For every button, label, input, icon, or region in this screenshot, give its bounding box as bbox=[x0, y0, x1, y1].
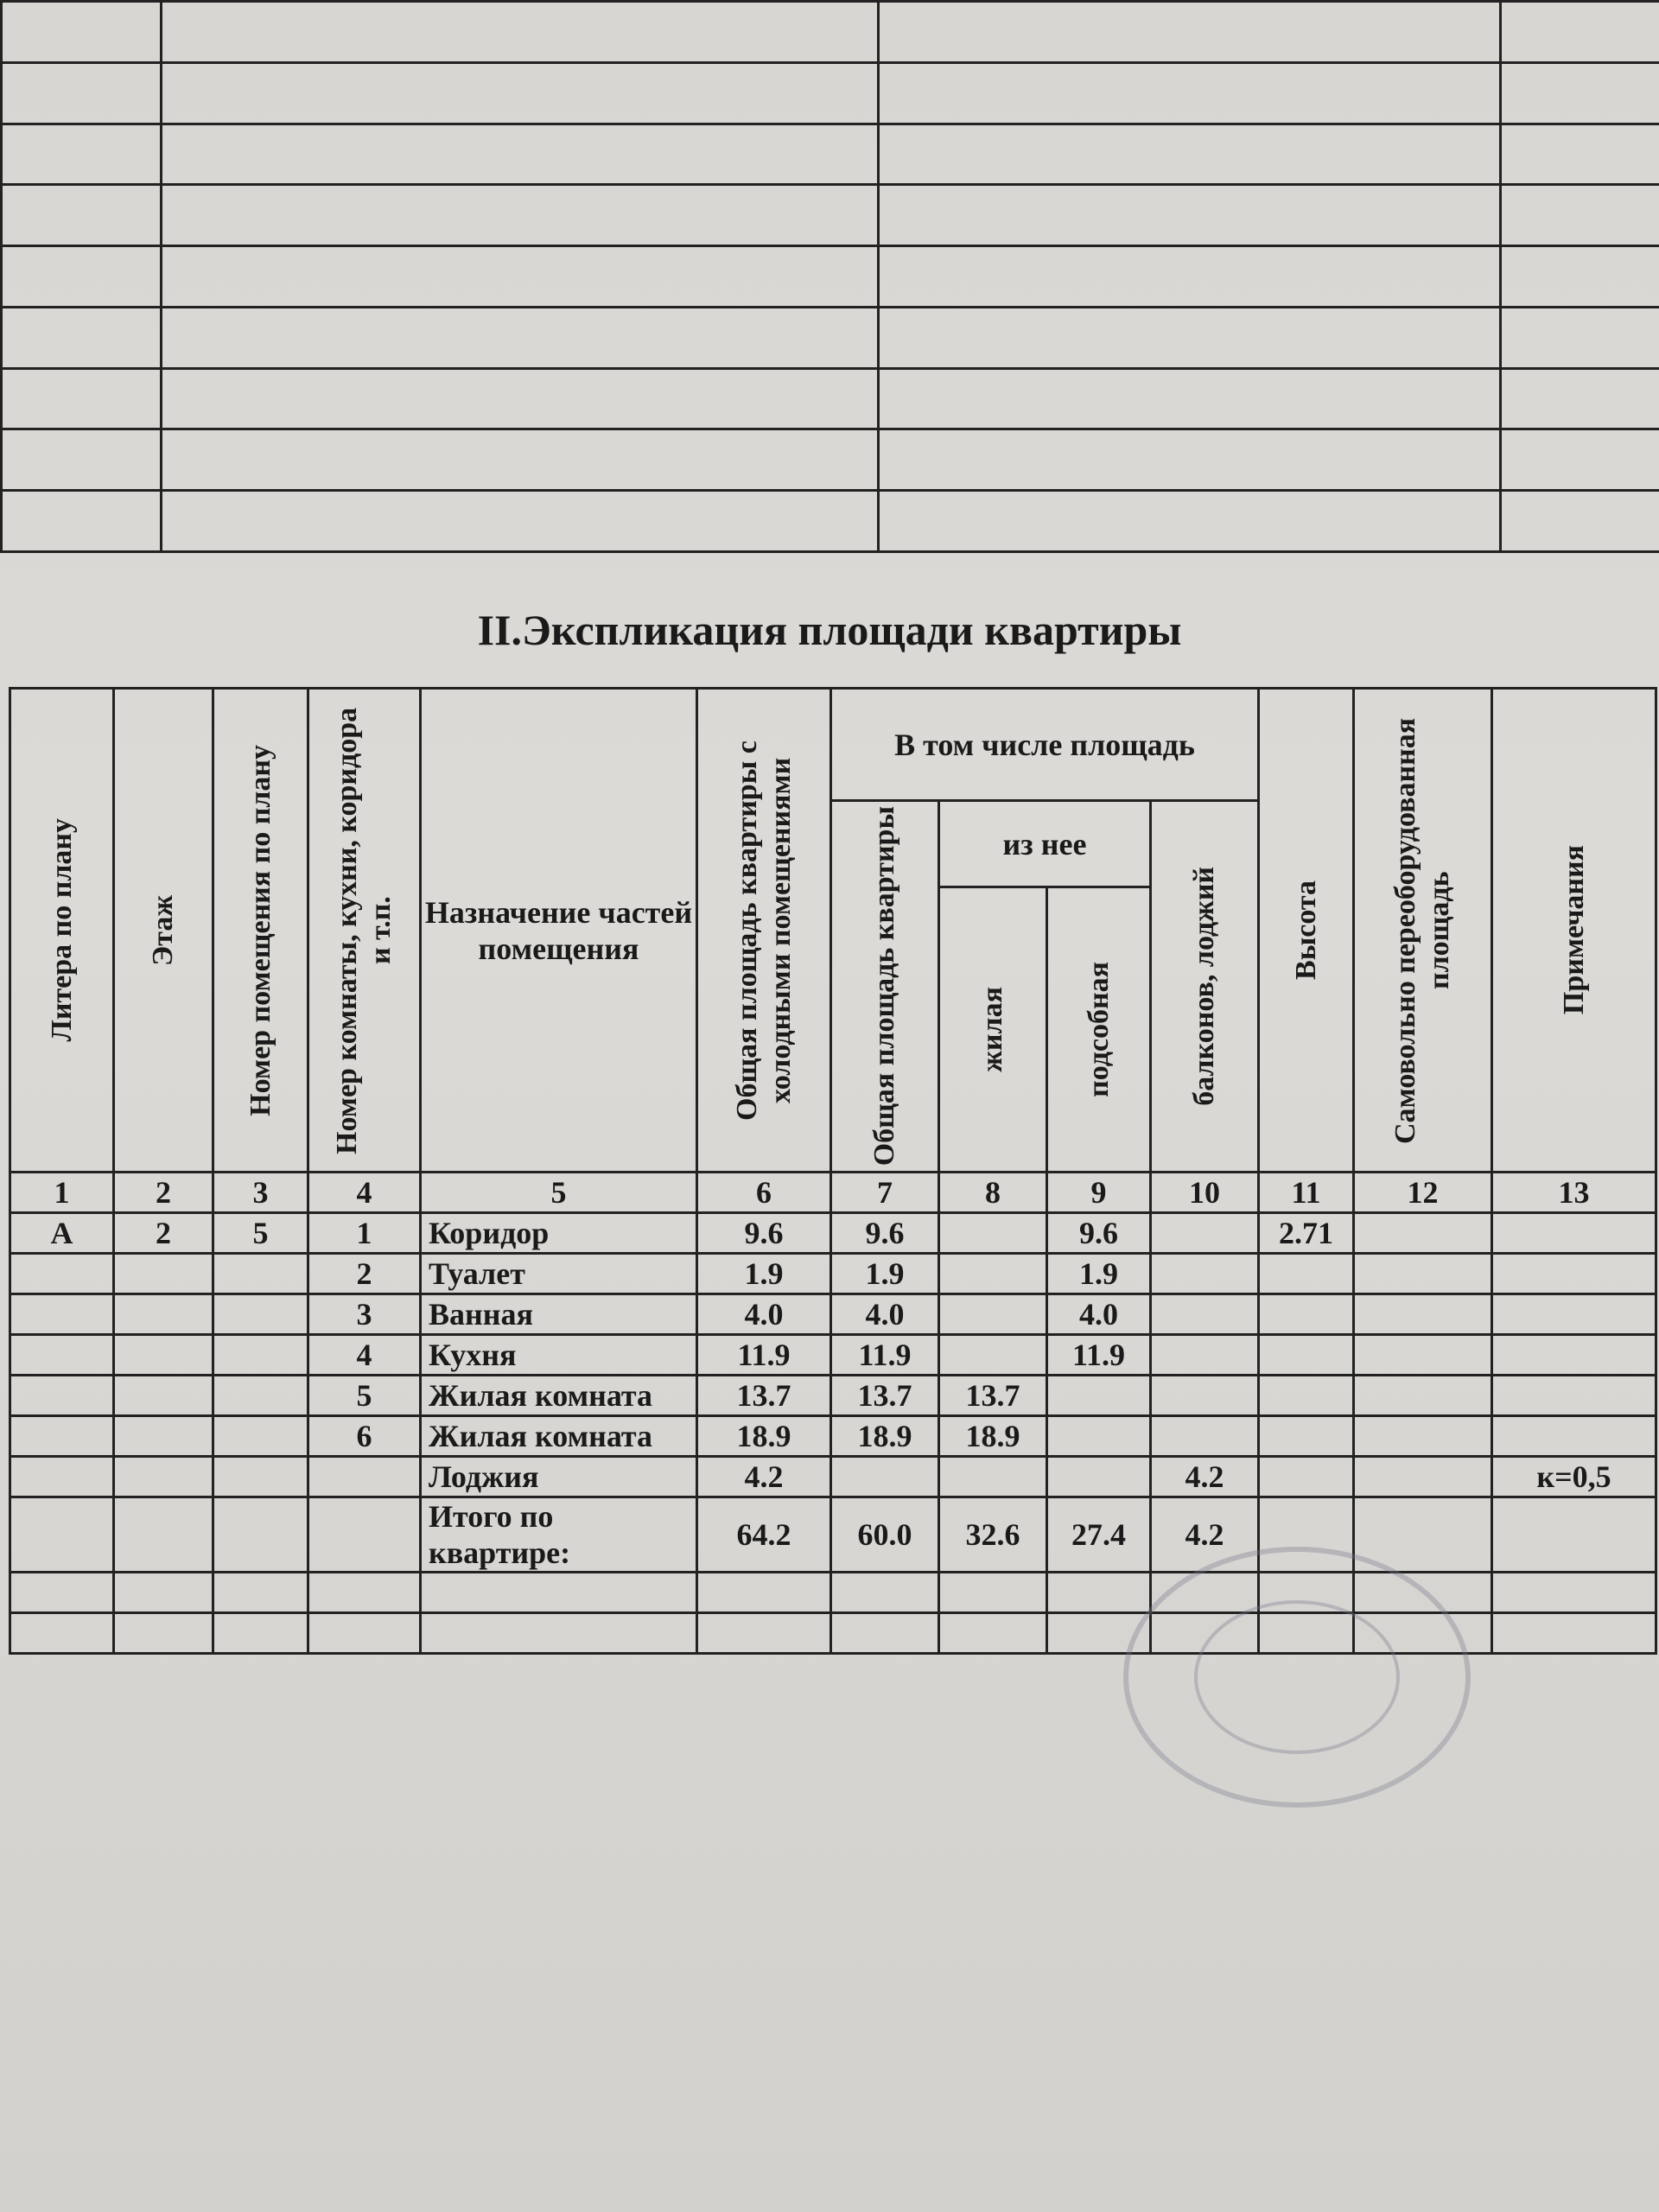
cell-c7: 11.9 bbox=[831, 1335, 939, 1376]
header-naznachenie: Назначение частей помещения bbox=[421, 689, 697, 1173]
table-body bbox=[10, 1213, 1656, 1497]
cell-c13 bbox=[1492, 1376, 1656, 1416]
cell-c8 bbox=[939, 1335, 1047, 1376]
cell-c5: Туалет bbox=[421, 1254, 697, 1294]
cell-c5: Жилая комната bbox=[421, 1416, 697, 1457]
cell-c11 bbox=[1259, 1294, 1354, 1335]
total-c10: 4.2 bbox=[1151, 1497, 1259, 1573]
cell-c8 bbox=[939, 1213, 1047, 1254]
header-etazh: Этаж bbox=[114, 689, 213, 1173]
cell-c2 bbox=[114, 1416, 213, 1457]
total-c6: 64.2 bbox=[697, 1497, 831, 1573]
column-number: 4 bbox=[308, 1173, 421, 1213]
column-number: 11 bbox=[1259, 1173, 1354, 1213]
cell-c9: 11.9 bbox=[1047, 1335, 1151, 1376]
cell-c2 bbox=[114, 1294, 213, 1335]
cell-c13: к=0,5 bbox=[1492, 1457, 1656, 1497]
column-number: 2 bbox=[114, 1173, 213, 1213]
cell-c2 bbox=[114, 1457, 213, 1497]
cell-c13 bbox=[1492, 1416, 1656, 1457]
cell-c3 bbox=[213, 1335, 308, 1376]
cell-c2 bbox=[114, 1376, 213, 1416]
cell-c7 bbox=[831, 1457, 939, 1497]
cell-c4: 5 bbox=[308, 1376, 421, 1416]
cell-c10 bbox=[1151, 1416, 1259, 1457]
cell-c1 bbox=[10, 1254, 114, 1294]
cell-c10 bbox=[1151, 1335, 1259, 1376]
top-empty-table bbox=[0, 0, 1659, 553]
header-nomer-komnaty: Номер комнаты, кухни, коридора и т.п. bbox=[308, 689, 421, 1173]
total-c8: 32.6 bbox=[939, 1497, 1047, 1573]
cell-c10 bbox=[1151, 1294, 1259, 1335]
cell-c13 bbox=[1492, 1294, 1656, 1335]
cell-c8: 18.9 bbox=[939, 1416, 1047, 1457]
cell-c1 bbox=[10, 1457, 114, 1497]
cell-c6: 9.6 bbox=[697, 1213, 831, 1254]
column-number: 7 bbox=[831, 1173, 939, 1213]
cell-c9 bbox=[1047, 1416, 1151, 1457]
cell-c4: 4 bbox=[308, 1335, 421, 1376]
column-number: 9 bbox=[1047, 1173, 1151, 1213]
cell-c6: 11.9 bbox=[697, 1335, 831, 1376]
cell-c3 bbox=[213, 1376, 308, 1416]
cell-c3: 5 bbox=[213, 1213, 308, 1254]
cell-c4: 6 bbox=[308, 1416, 421, 1457]
cell-c7: 13.7 bbox=[831, 1376, 939, 1416]
cell-c7: 4.0 bbox=[831, 1294, 939, 1335]
cell-c3 bbox=[213, 1457, 308, 1497]
header-podsobnaya: подсобная bbox=[1047, 887, 1151, 1173]
table-row bbox=[10, 1335, 1656, 1376]
cell-c8 bbox=[939, 1254, 1047, 1294]
table-row bbox=[10, 1213, 1656, 1254]
header-v-tom-chisle: В том числе площадь bbox=[831, 689, 1259, 801]
cell-c9: 9.6 bbox=[1047, 1213, 1151, 1254]
cell-c13 bbox=[1492, 1335, 1656, 1376]
total-label: Итого по квартире: bbox=[421, 1497, 697, 1573]
table-row bbox=[10, 1294, 1656, 1335]
cell-c10 bbox=[1151, 1213, 1259, 1254]
cell-c7: 18.9 bbox=[831, 1416, 939, 1457]
cell-c6: 13.7 bbox=[697, 1376, 831, 1416]
cell-c12 bbox=[1354, 1335, 1492, 1376]
cell-c6: 1.9 bbox=[697, 1254, 831, 1294]
column-number: 5 bbox=[421, 1173, 697, 1213]
cell-c12 bbox=[1354, 1376, 1492, 1416]
cell-c4: 1 bbox=[308, 1213, 421, 1254]
column-number: 6 bbox=[697, 1173, 831, 1213]
explication-table bbox=[9, 687, 1657, 1655]
cell-c10 bbox=[1151, 1376, 1259, 1416]
total-c7: 60.0 bbox=[831, 1497, 939, 1573]
cell-c9 bbox=[1047, 1457, 1151, 1497]
cell-c12 bbox=[1354, 1294, 1492, 1335]
cell-c3 bbox=[213, 1294, 308, 1335]
cell-c8 bbox=[939, 1294, 1047, 1335]
cell-c12 bbox=[1354, 1416, 1492, 1457]
header-obshchaya-s-holod: Общая площадь квартиры с холодными помещениями bbox=[697, 689, 831, 1173]
cell-c7: 1.9 bbox=[831, 1254, 939, 1294]
cell-c5: Коридор bbox=[421, 1213, 697, 1254]
header-zhilaya: жилая bbox=[939, 887, 1047, 1173]
cell-c1 bbox=[10, 1335, 114, 1376]
header-iz-nee: из нее bbox=[939, 801, 1151, 887]
cell-c11 bbox=[1259, 1254, 1354, 1294]
header-nomer-pomescheniya: Номер помещения по плану bbox=[213, 689, 308, 1173]
column-number: 12 bbox=[1354, 1173, 1492, 1213]
header-balkonov: балконов, лоджий bbox=[1151, 801, 1259, 1173]
table-row bbox=[10, 1376, 1656, 1416]
total-row bbox=[10, 1497, 1656, 1573]
cell-c1 bbox=[10, 1376, 114, 1416]
cell-c11 bbox=[1259, 1457, 1354, 1497]
cell-c5: Кухня bbox=[421, 1335, 697, 1376]
cell-c2 bbox=[114, 1254, 213, 1294]
cell-c9: 1.9 bbox=[1047, 1254, 1151, 1294]
cell-c5: Лоджия bbox=[421, 1457, 697, 1497]
header-litera: Литера по плану bbox=[10, 689, 114, 1173]
section-title: II.Экспликация площади квартиры bbox=[477, 606, 1182, 654]
cell-c2 bbox=[114, 1335, 213, 1376]
cell-c6: 4.2 bbox=[697, 1457, 831, 1497]
cell-c12 bbox=[1354, 1457, 1492, 1497]
column-number-row bbox=[10, 1173, 1656, 1213]
column-number: 8 bbox=[939, 1173, 1047, 1213]
cell-c8 bbox=[939, 1457, 1047, 1497]
cell-c11: 2.71 bbox=[1259, 1213, 1354, 1254]
cell-c4 bbox=[308, 1457, 421, 1497]
header-samovolno: Самовольно переоборудованная площадь bbox=[1354, 689, 1492, 1173]
cell-c9 bbox=[1047, 1376, 1151, 1416]
cell-c9: 4.0 bbox=[1047, 1294, 1151, 1335]
header-vysota: Высота bbox=[1259, 689, 1354, 1173]
cell-c8: 13.7 bbox=[939, 1376, 1047, 1416]
cell-c4: 2 bbox=[308, 1254, 421, 1294]
cell-c1 bbox=[10, 1294, 114, 1335]
column-number: 10 bbox=[1151, 1173, 1259, 1213]
total-c9: 27.4 bbox=[1047, 1497, 1151, 1573]
cell-c11 bbox=[1259, 1335, 1354, 1376]
header-obshchaya-kvartiry: Общая площадь квартиры bbox=[831, 801, 939, 1173]
table-row bbox=[10, 1457, 1656, 1497]
cell-c7: 9.6 bbox=[831, 1213, 939, 1254]
column-number: 3 bbox=[213, 1173, 308, 1213]
cell-c1: А bbox=[10, 1213, 114, 1254]
column-number: 13 bbox=[1492, 1173, 1656, 1213]
cell-c2: 2 bbox=[114, 1213, 213, 1254]
table-row bbox=[10, 1254, 1656, 1294]
cell-c3 bbox=[213, 1254, 308, 1294]
column-number: 1 bbox=[10, 1173, 114, 1213]
table-row bbox=[10, 1416, 1656, 1457]
cell-c4: 3 bbox=[308, 1294, 421, 1335]
cell-c6: 18.9 bbox=[697, 1416, 831, 1457]
official-stamp-icon bbox=[1123, 1547, 1471, 1808]
header-primechaniya: Примечания bbox=[1492, 689, 1656, 1173]
cell-c13 bbox=[1492, 1213, 1656, 1254]
cell-c12 bbox=[1354, 1254, 1492, 1294]
cell-c11 bbox=[1259, 1416, 1354, 1457]
cell-c1 bbox=[10, 1416, 114, 1457]
cell-c6: 4.0 bbox=[697, 1294, 831, 1335]
cell-c11 bbox=[1259, 1376, 1354, 1416]
cell-c12 bbox=[1354, 1213, 1492, 1254]
cell-c5: Ванная bbox=[421, 1294, 697, 1335]
cell-c3 bbox=[213, 1416, 308, 1457]
cell-c10 bbox=[1151, 1254, 1259, 1294]
cell-c5: Жилая комната bbox=[421, 1376, 697, 1416]
cell-c13 bbox=[1492, 1254, 1656, 1294]
cell-c10: 4.2 bbox=[1151, 1457, 1259, 1497]
